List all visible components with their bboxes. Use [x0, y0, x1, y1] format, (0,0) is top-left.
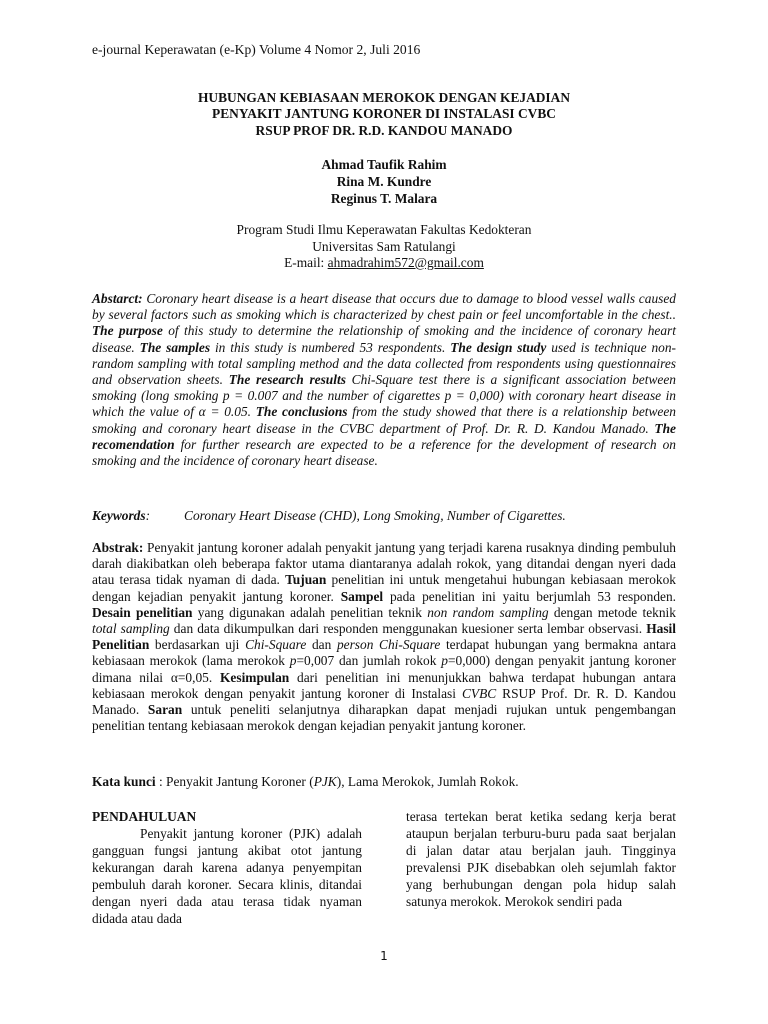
abstract-text: for further research are expected to be a reference for the development of research on smoking and the incidence of coronary heart disease. [92, 436, 676, 469]
abstract-text: used is technique non-random sampling with total sampling method and the data collected from respondents using questionnaires and observation sheets. [92, 339, 676, 388]
kata-kunci-label: Kata kunci [92, 774, 156, 789]
abstrak-text: untuk peneliti selanjutnya diharapkan dapat menjadi rujukan untuk pengembangan penelitian tentang kebiasaan merokok dengan kejadian penyakit jantung koroner. [92, 702, 677, 734]
conclusions-label: The conclusions [255, 404, 348, 420]
hasil-label: Hasil Penelitian [92, 621, 676, 653]
body-paragraph: Penyakit jantung koroner (PJK) adalah gangguan fungsi jantung akibat otot jantung kekurangan darah karena adanya penyempitan pembuluh darah koroner. Secara klinis, ditandai dengan nyeri dada atau terasa tidak nyaman didada atau dada [92, 826, 362, 926]
kata-kunci-term: PJK [313, 774, 337, 789]
kata-kunci [92, 774, 676, 790]
kata-kunci-text: ), Lama Merokok, Jumlah Rokok. [336, 774, 519, 789]
affiliation-program: Program Studi Ilmu Keperawatan Fakultas Kedokteran [236, 222, 532, 237]
sampel-label: Sampel [340, 588, 384, 604]
author-name: Ahmad Taufik Rahim [321, 157, 447, 172]
design-label: The design study [450, 339, 547, 355]
abstract-indonesian [92, 540, 676, 734]
abstrak-term: p [441, 653, 448, 669]
author-name: Reginus T. Malara [330, 191, 438, 206]
keywords [92, 508, 676, 524]
abstract-label: Abstarct: [92, 291, 143, 306]
affiliation-email-line [92, 255, 676, 272]
tujuan-label: Tujuan [285, 572, 327, 588]
affiliation [92, 222, 676, 272]
abstrak-text: RSUP Prof. Dr. R. D. Kandou Manado. [92, 685, 676, 718]
title-line: PENYAKIT JANTUNG KORONER DI INSTALASI CVBC [212, 106, 556, 122]
abstrak-label: Abstrak: [92, 540, 144, 555]
title-line: HUBUNGAN KEBIASAAN MEROKOK DENGAN KEJADIAN [198, 90, 570, 105]
kesimpulan-label: Kesimpulan [220, 669, 290, 685]
keywords-colon: : [145, 508, 151, 523]
samples-label: The samples [139, 339, 211, 355]
abstrak-text: yang digunakan adalah penelitian teknik [192, 604, 428, 620]
abstrak-text: terdapat hubungan yang bermakna antara kebiasaan merokok (lama merokok [92, 637, 677, 669]
abstrak-text: =0,007 dan jumlah rokok [296, 653, 442, 669]
abstract-english [92, 291, 676, 469]
abstract-text: Chi-Square test there is a significant association between smoking (long smoking p = 0.007 and the number of cigarettes p = 0,000) with coronary heart disease in which the value of α = 0.05. [92, 372, 676, 420]
paper-title [92, 90, 676, 139]
abstrak-text: Penyakit jantung koroner adalah penyakit jantung yang terjadi karena rusaknya dinding pembuluh darah diakibatkan oleh beberapa faktor utama diantaranya adalah rokok, yang ditandai dengan nyeri dada atau terasa tidak nyaman di dada. [92, 540, 676, 588]
abstrak-term: Chi-Square [245, 637, 307, 653]
abstrak-text: =0,000) dengan penyakit jantung koroner dimana nilai α=0,05. [92, 653, 676, 685]
abstrak-text: penelitian ini untuk mengetahui hubungan kebiasaan merokok dengan kejadian penyakit jantung koroner. [92, 572, 676, 604]
abstrak-term: person Chi-Square [336, 637, 441, 653]
recommendation-label: The recomendation [92, 420, 676, 452]
saran-label: Saran [147, 702, 183, 718]
section-heading: PENDAHULUAN [92, 809, 197, 824]
purpose-label: The purpose [92, 323, 163, 339]
body-paragraph: terasa tertekan berat ketika sedang kerja berat ataupun berjalan terburu-buru pada saat berjalan di jalan datar atau berjalan jauh. Tingginya prevalensi PJK disebabkan oleh sejumlah faktor yang berhubungan dengan pola hidup salah satunya merokok. Merokok sendiri pada [406, 809, 676, 909]
page-number: 1 [380, 949, 388, 963]
abstrak-term: p [289, 653, 297, 669]
author-list [92, 156, 676, 207]
running-head: e-journal Keperawatan (e-Kp) Volume 4 Nomor 2, Juli 2016 [92, 42, 421, 57]
abstract-text: of this study to determine the relationship of smoking and the incidence of coronary heart disease. [92, 323, 676, 355]
email-link[interactable]: ahmadrahim572@gmail.com [327, 255, 484, 270]
keywords-value: Coronary Heart Disease (CHD), Long Smoking, Number of Cigarettes. [184, 508, 566, 523]
abstrak-text: dari penelitian ini menunjukkan bahwa terdapat hubungan antara kebiasaan merokok dengan penyakit jantung koroner di Instalasi [92, 669, 676, 701]
abstrak-term: non random sampling [427, 604, 549, 620]
email-label: E-mail: [284, 255, 328, 270]
abstrak-term: total sampling [92, 621, 170, 637]
abstract-text: Coronary heart disease is a heart disease that occurs due to damage to blood vessel walls caused by several factors such as smoking which is characterized by chest pain or feel uncomfortable in the chest.. [92, 291, 676, 323]
title-line: RSUP PROF DR. R.D. KANDOU MANADO [255, 122, 513, 138]
body-column-right [406, 808, 676, 910]
abstrak-text: dan [306, 637, 337, 653]
keywords-label: Keywords [92, 508, 146, 523]
abstrak-text: dan data dikumpulkan dari responden menggunakan kuesioner serta lembar observasi. [169, 621, 647, 637]
author-name: Rina M. Kundre [336, 174, 432, 189]
abstract-text: in this study is numbered 53 respondents. [210, 339, 451, 355]
abstract-text: from the study showed that there is a relationship between smoking and coronary heart disease in the CVBC department of Prof. Dr. R. D. Kandou Manado. [92, 404, 676, 436]
abstrak-text: berdasarkan uji [149, 637, 246, 653]
body-column-left [92, 808, 362, 927]
kata-kunci-text: : Penyakit Jantung Koroner ( [155, 774, 314, 789]
abstrak-term: CVBC [461, 685, 497, 701]
results-label: The research results [228, 372, 346, 388]
abstrak-text: dengan metode teknik [548, 604, 676, 620]
abstrak-text: pada penelitian ini yaitu berjumlah 53 responden. [383, 588, 677, 604]
affiliation-university: Universitas Sam Ratulangi [312, 238, 456, 254]
desain-label: Desain penelitian [92, 604, 193, 620]
